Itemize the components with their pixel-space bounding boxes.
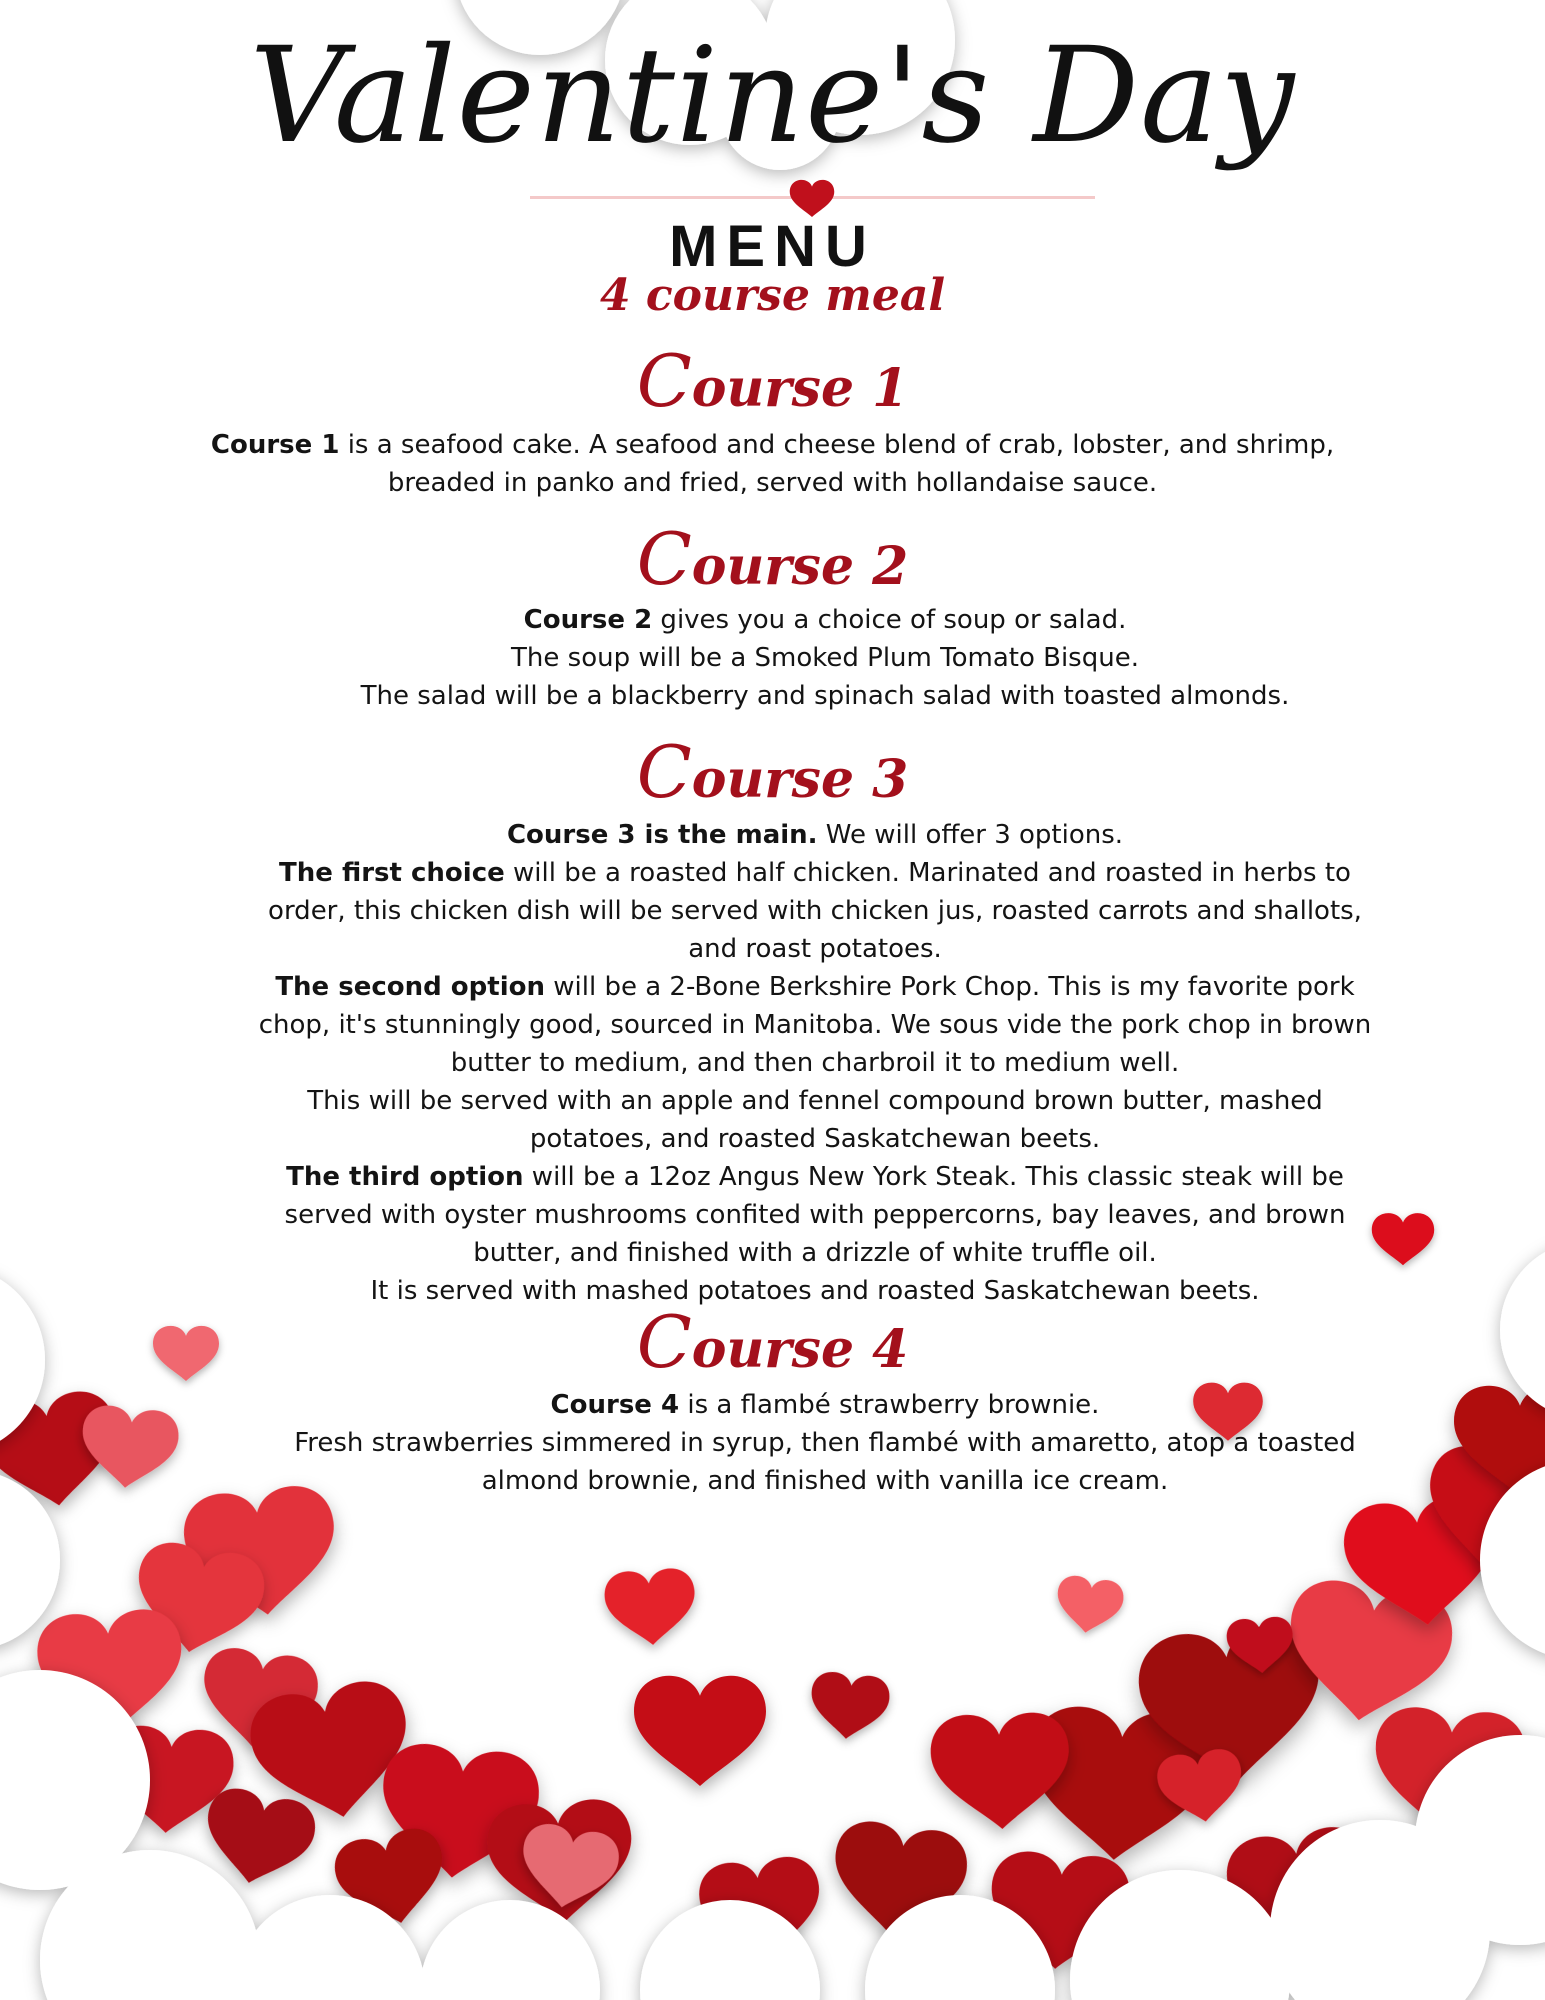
course-2-line-2-text: The soup will be a Smoked Plum Tomato Bisque. [511,643,1139,673]
menu-heading: MENU [669,214,876,279]
course-3-line-12-text: butter, and finished with a drizzle of white truffle oil. [473,1238,1157,1268]
course-3-line-1-text: We will offer 3 options. [817,820,1124,850]
course-heading-rest: ourse 3 [691,749,909,810]
course-3-line-5-text: will be a 2-Bone Berkshire Pork Chop. This is my favorite pork [545,972,1355,1002]
menu-subtitle: 4 course meal [599,270,946,321]
course-heading-initial: C [636,1300,692,1384]
course-3-description [200,816,1430,1310]
course-heading-initial: C [636,517,692,601]
course-2-line-3-text: The salad will be a blackberry and spinach salad with toasted almonds. [360,681,1290,711]
course-heading-rest: ourse 2 [691,536,909,597]
course-4-line-3-text: almond brownie, and finished with vanilla ice cream. [481,1466,1169,1496]
course-2-line-1-text: gives you a choice of soup or salad. [652,605,1127,635]
course-3-line-2-text: will be a roasted half chicken. Marinated and roasted in herbs to [504,858,1351,888]
course-2-heading [0,517,1545,602]
course-1-description [200,426,1345,502]
course-3-line-6-text: chop, it's stunningly good, sourced in Manitoba. We sous vide the pork chop in brown [258,1010,1372,1040]
course-1-line-1-text: is a seafood cake. A seafood and cheese blend of crab, lobster, and shrimp, [339,430,1335,460]
course-2-line-1-bold: Course 2 [523,605,653,635]
course-3-line-10-text: will be a 12oz Angus New York Steak. This classic steak will be [523,1162,1344,1192]
course-heading-initial: C [636,339,692,423]
course-3-line-11-text: served with oyster mushrooms confited with peppercorns, bay leaves, and brown [284,1200,1346,1230]
course-2-description [300,601,1350,715]
course-heading-rest: ourse 4 [691,1319,909,1380]
course-1-line-2-text: breaded in panko and fried, served with hollandaise sauce. [387,468,1158,498]
course-3-line-2-bold: The first choice [279,858,505,888]
course-3-line-4-text: and roast potatoes. [688,934,942,964]
course-4-heading [0,1300,1545,1385]
course-4-line-2-text: Fresh strawberries simmered in syrup, then flambé with amaretto, atop a toasted [294,1428,1356,1458]
course-4-line-1-bold: Course 4 [550,1390,680,1420]
course-4-description [260,1386,1390,1500]
course-3-line-8-text: This will be served with an apple and fennel compound brown butter, mashed [307,1086,1323,1116]
course-4-line-1-text: is a flambé strawberry brownie. [679,1390,1100,1420]
course-heading-initial: C [636,730,692,814]
course-heading-rest: ourse 1 [691,358,909,419]
page-title: Valentine's Day [249,19,1296,173]
course-3-line-5-bold: The second option [275,972,545,1002]
course-3-line-7-text: butter to medium, and then charbroil it to medium well. [450,1048,1180,1078]
course-3-heading [0,730,1545,815]
course-3-line-1-bold: Course 3 is the main. [506,820,818,850]
course-3-line-3-text: order, this chicken dish will be served with chicken jus, roasted carrots and shallots, [268,896,1362,926]
course-1-line-1-bold: Course 1 [210,430,340,460]
course-3-line-13-text: It is served with mashed potatoes and roasted Saskatchewan beets. [370,1276,1260,1306]
course-3-line-9-text: potatoes, and roasted Saskatchewan beets. [529,1124,1101,1154]
course-3-line-10-bold: The third option [286,1162,524,1192]
course-1-heading [0,339,1545,424]
